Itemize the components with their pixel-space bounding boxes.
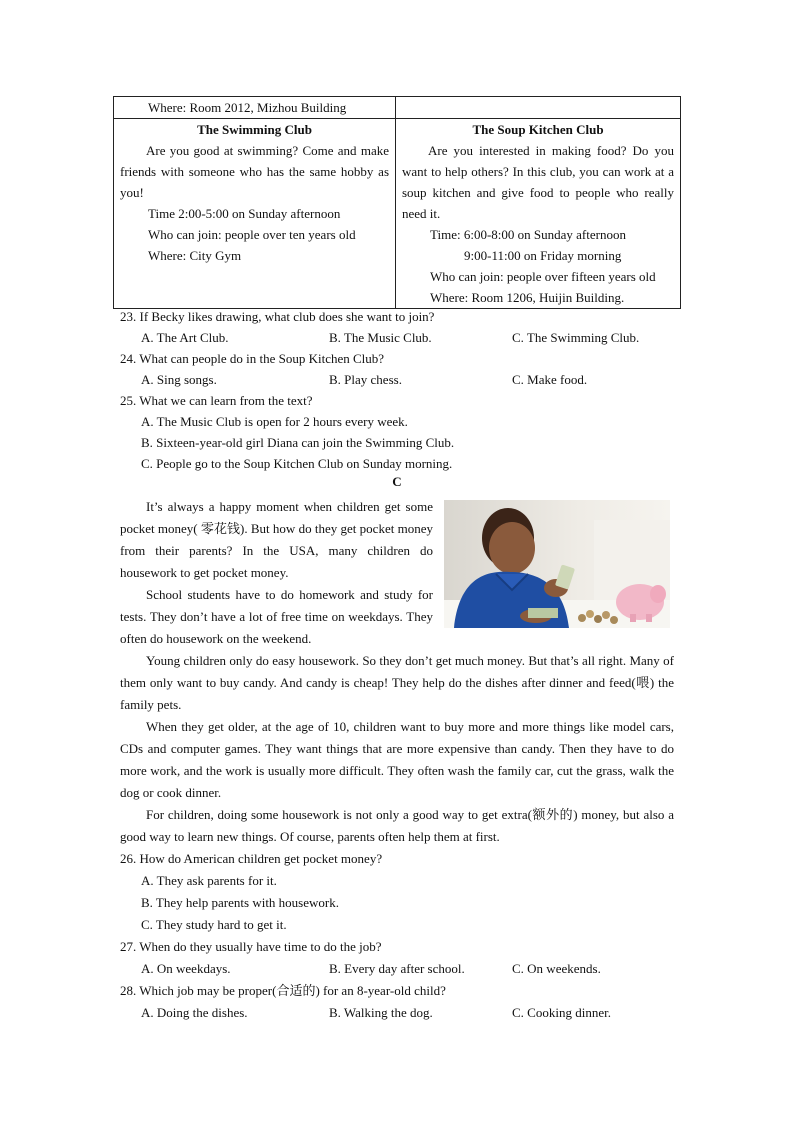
soup-kitchen-club-title: The Soup Kitchen Club (472, 122, 604, 137)
passage-intro (120, 496, 433, 650)
option-b: B. Every day after school. (329, 961, 465, 976)
option-a: A. Doing the dishes. (141, 1005, 248, 1020)
option-c: C. Cooking dinner. (512, 1005, 611, 1020)
swimming-club-who: Who can join: people over ten years old (148, 227, 356, 242)
option-b: B. Walking the dog. (329, 1005, 433, 1020)
option-a: A. The Art Club. (141, 330, 229, 345)
swimming-club-description: Are you good at swimming? Come and make friends with someone who has the same hobby as you! (120, 143, 389, 200)
table-row (114, 97, 681, 119)
question-27: 27. When do they usually have time to do the job? (120, 939, 382, 954)
table-row (114, 119, 681, 309)
option-c: C. People go to the Soup Kitchen Club on Sunday morning. (141, 456, 453, 471)
question-26: 26. How do American children get pocket money? (120, 851, 383, 866)
option-b: B. Play chess. (329, 372, 402, 387)
clubs-table (113, 96, 681, 309)
soup-kitchen-club-time-2: 9:00-11:00 on Friday morning (464, 248, 622, 263)
option-c: C. The Swimming Club. (512, 330, 640, 345)
option-c: C. Make food. (512, 372, 588, 387)
passage-paragraph: Young children only do easy housework. So they don’t get much money. But that’s all right. Many of them only want to buy candy. And candy is cheap! They help do the dishes after dinner and feed(喂) the family pets. (120, 653, 674, 712)
option-c: C. They study hard to get it. (141, 917, 287, 932)
option-a: A. The Music Club is open for 2 hours every week. (141, 414, 408, 429)
option-b: B. Sixteen-year-old girl Diana can join the Swimming Club. (141, 435, 455, 450)
table-cell-empty (396, 97, 681, 119)
previous-club-where: Where: Room 2012, Mizhou Building (148, 100, 347, 115)
option-a: A. On weekdays. (141, 961, 231, 976)
question-28: 28. Which job may be proper(合适的) for an 8-year-old child? (120, 983, 446, 998)
passage-paragraph: When they get older, at the age of 10, children want to buy more and more things like model cars, CDs and computer games. They want things that are more expensive than candy. Then they have to do more work, and the work is usually more difficult. They often wash the family car, cut the grass, walk the dog or cook dinner. (120, 719, 674, 800)
question-23: 23. If Becky likes drawing, what club does she want to join? (120, 309, 435, 324)
soup-kitchen-club-who: Who can join: people over fifteen years old (430, 269, 656, 284)
boy-counting-money-photo (444, 500, 670, 628)
swimming-club-cell (114, 119, 396, 309)
soup-kitchen-club-where: Where: Room 1206, Huijin Building. (430, 290, 625, 305)
option-a: A. They ask parents for it. (141, 873, 277, 888)
swimming-club-time: Time 2:00-5:00 on Sunday afternoon (148, 206, 341, 221)
swimming-club-title: The Swimming Club (197, 122, 312, 137)
passage-body (120, 650, 674, 848)
soup-kitchen-club-cell (396, 119, 681, 309)
option-a: A. Sing songs. (141, 372, 217, 387)
table-cell (114, 97, 396, 119)
passage-paragraph: School students have to do homework and study for tests. They don’t have a lot of free time on weekdays. They often do housework on the weekend. (120, 587, 433, 646)
question-24: 24. What can people do in the Soup Kitchen Club? (120, 351, 385, 366)
photo-illustration (444, 500, 670, 628)
passage-paragraph: It’s always a happy moment when children get some pocket money( 零花钱). But how do they get pocket money from their parents? In the USA, many children do housework to get pocket money. (120, 499, 433, 580)
option-b: B. The Music Club. (329, 330, 432, 345)
question-25: 25. What we can learn from the text? (120, 393, 313, 408)
option-b: B. They help parents with housework. (141, 895, 339, 910)
swimming-club-where: Where: City Gym (148, 248, 242, 263)
soup-kitchen-club-time: Time: 6:00-8:00 on Sunday afternoon (430, 227, 626, 242)
passage-paragraph: For children, doing some housework is not only a good way to get extra(额外的) money, but also a good way to learn new things. Of course, parents often help them at first. (120, 807, 674, 844)
section-letter: C (392, 474, 402, 489)
option-c: C. On weekends. (512, 961, 601, 976)
soup-kitchen-club-description: Are you interested in making food? Do you want to help others? In this club, you can work at a soup kitchen and give food to people who really need it. (402, 143, 674, 221)
